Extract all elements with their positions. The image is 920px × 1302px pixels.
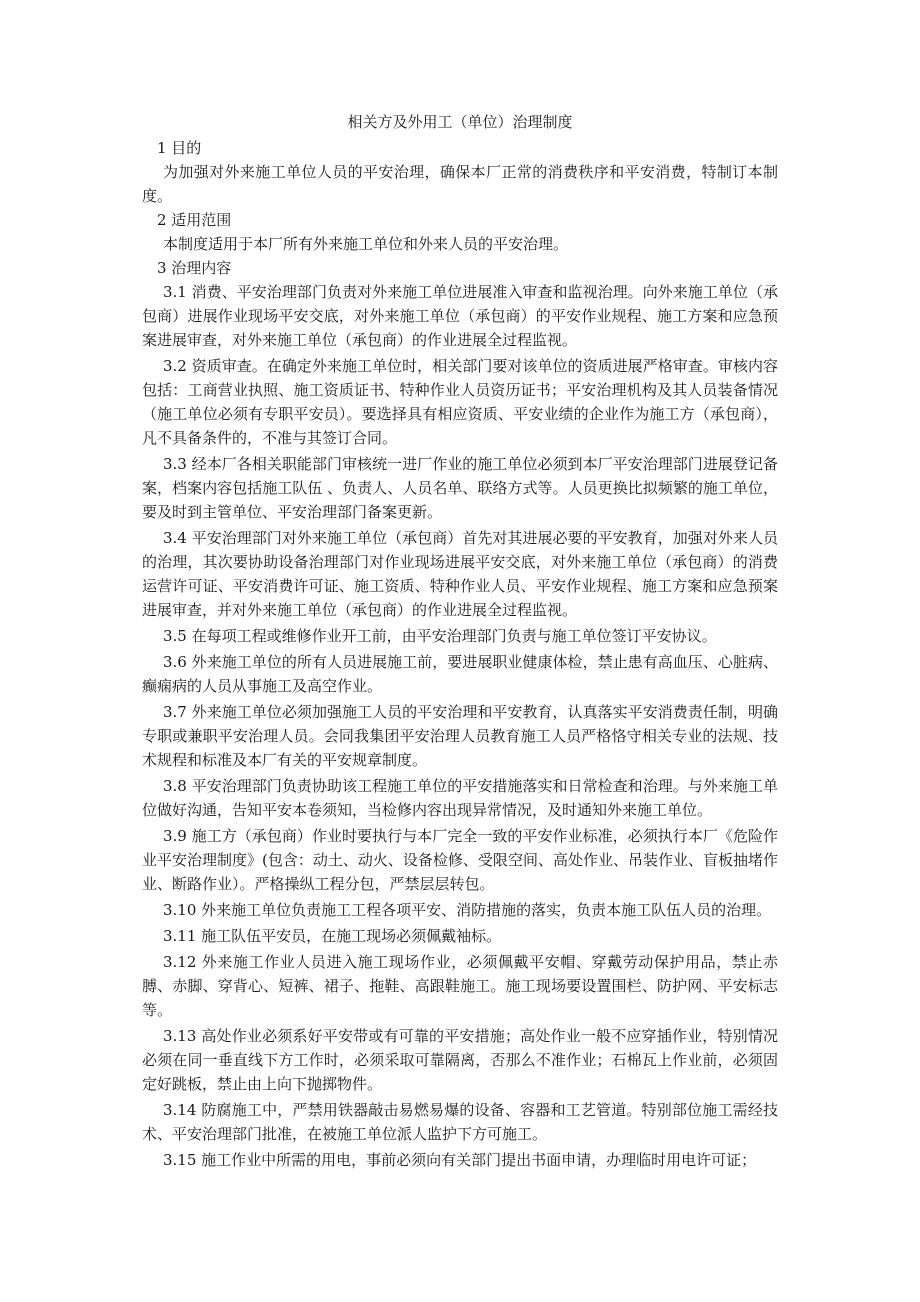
- clause-3-6: 3.6 外来施工单位的所有人员进展施工前，要进展职业健康体检，禁止患有高血压、心脏病、癫痫病的人员从事施工及高空作业。: [142, 653, 778, 695]
- clause-3-5: 3.5 在每项工程或维修作业开工前，由平安治理部门负责与施工单位签订平安协议。: [163, 627, 717, 645]
- clause-3-2: 3.2 资质审查。在确定外来施工单位时，相关部门要对该单位的资质进展严格审查。审核内容包括：工商营业执照、施工资质证书、特种作业人员资历证书；平安治理机构及其人员装备情况（施工单位必须有专职平安员）。要选择具有相应资质、平安业绩的企业作为施工方（承包商），凡不具备条件的，不准与其签订合同。: [142, 357, 778, 447]
- clause-3-14: 3.14 防腐施工中，严禁用铁器敲击易燃易爆的设备、容器和工艺管道。特别部位施工需经技术、平安治理部门批准，在被施工单位派人监护下方可施工。: [142, 1101, 778, 1143]
- section-text-purpose: 为加强对外来施工单位人员的平安治理，确保本厂正常的消费秩序和平安消费，特制订本制度。: [142, 163, 778, 205]
- clause-3-11: 3.11 施工队伍平安员，在施工现场必须佩戴袖标。: [163, 927, 502, 945]
- clause-3-13: 3.13 高处作业必须系好平安带或有可靠的平安措施；高处作业一般不应穿插作业，特别情况必须在同一垂直线下方工作时，必须采取可靠隔离，否那么不准作业；石棉瓦上作业前，必须固定好跳板，禁止由上向下抛掷物件。: [142, 1027, 778, 1093]
- clause-3-1: 3.1 消费、平安治理部门负责对外来施工单位进展准入审查和监视治理。向外来施工单位（承包商）进展作业现场平安交底，对外来施工单位（承包商）的平安作业规程、施工方案和应急预案进展审查，对外来施工单位（承包商）的作业进展全过程监视。: [142, 283, 778, 349]
- clause-3-4: 3.4 平安治理部门对外来施工单位（承包商）首先对其进展必要的平安教育，加强对外来人员的治理，其次要协助设备治理部门对作业现场进展平安交底，对外来施工单位（承包商）的消费运营许可证、平安消费许可证、施工资质、特种作业人员、平安作业规程、施工方案和应急预案进展审查，并对外来施工单位（承包商）的作业进展全过程监视。: [142, 529, 778, 619]
- clause-3-9: 3.9 施工方（承包商）作业时要执行与本厂完全一致的平安作业标准，必须执行本厂《危险作业平安治理制度》(包含：动土、动火、设备检修、受限空间、高处作业、吊装作业、盲板抽堵作业、断路作业）。严格操纵工程分包，严禁层层转包。: [142, 827, 778, 893]
- clause-3-12: 3.12 外来施工作业人员进入施工现场作业，必须佩戴平安帽、穿戴劳动保护用品，禁止赤膊、赤脚、穿背心、短裤、裙子、拖鞋、高跟鞋施工。施工现场要设置围栏、防护网、平安标志等。: [142, 953, 778, 1019]
- clause-3-10: 3.10 外来施工单位负责施工工程各项平安、消防措施的落实，负责本施工队伍人员的治理。: [163, 901, 772, 919]
- document-body: [142, 110, 778, 1174]
- clause-3-3: 3.3 经本厂各相关职能部门审核统一进厂作业的施工单位必须到本厂平安治理部门进展登记备案，档案内容包括施工队伍 、负责人、人员名单、联络方式等。人员更换比拟频繁的施工单位，要及时到主管单位、平安治理部门备案更新。: [142, 455, 778, 521]
- clause-3-8: 3.8 平安治理部门负责协助该工程施工单位的平安措施落实和日常检查和治理。与外来施工单位做好沟通，告知平安本卷须知，当检修内容出现异常情况，及时通知外来施工单位。: [142, 777, 778, 819]
- clause-3-15: 3.15 施工作业中所需的用电，事前必须向有关部门提出书面申请，办理临时用电许可证；: [163, 1151, 757, 1169]
- section-heading-purpose: 1 目的: [157, 139, 202, 157]
- section-heading-scope: 2 适用范围: [157, 211, 232, 229]
- clause-3-7: 3.7 外来施工单位必须加强施工人员的平安治理和平安教育，认真落实平安消费责任制，明确专职或兼职平安治理人员。会同我集团平安治理人员教育施工人员严格恪守相关专业的法规、技术规程和标准及本厂有关的平安规章制度。: [142, 703, 778, 769]
- section-text-scope: 本制度适用于本厂所有外来施工单位和外来人员的平安治理。: [163, 235, 569, 253]
- document-title: 相关方及外用工（单位）治理制度: [347, 113, 573, 131]
- section-heading-management: 3 治理内容: [157, 259, 232, 277]
